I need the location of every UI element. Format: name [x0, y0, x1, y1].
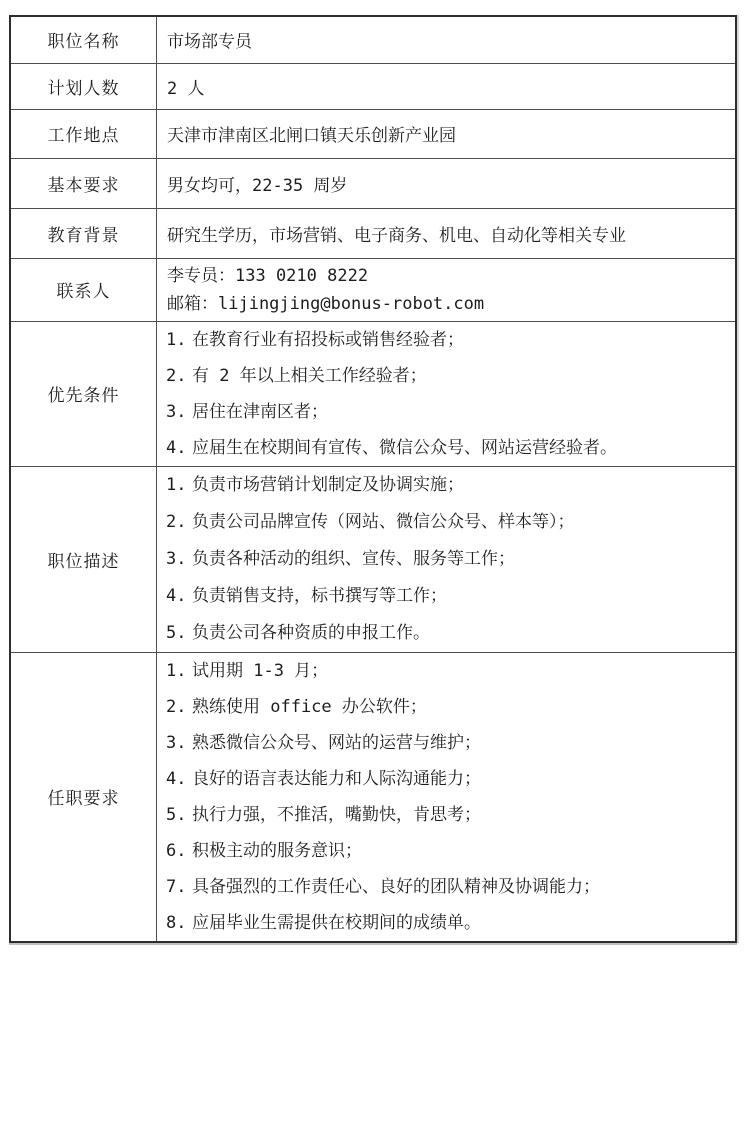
- list-item: [157, 578, 735, 615]
- list-item-text: 积极主动的服务意识；: [192, 840, 362, 861]
- field-value: 2 人: [157, 63, 737, 109]
- list-item-text: 在教育行业有招投标或销售经验者；: [192, 329, 464, 350]
- field-value: 市场部专员: [157, 16, 737, 63]
- field-label: 联系人: [10, 258, 157, 321]
- list-item-number: 1.: [166, 474, 187, 495]
- table-row: [10, 208, 736, 258]
- list-item: [157, 467, 735, 504]
- list-item-number: 2.: [166, 511, 187, 532]
- field-label: 计划人数: [10, 63, 157, 109]
- table-row: [10, 16, 736, 63]
- numbered-list: [157, 466, 737, 652]
- list-item: [157, 905, 735, 941]
- table-row: [10, 652, 736, 942]
- table-row: [10, 158, 736, 208]
- list-item: [157, 394, 735, 430]
- list-item-text: 熟悉微信公众号、网站的运营与维护；: [192, 732, 481, 753]
- table-row: [10, 321, 736, 466]
- list-item-number: 6.: [166, 840, 187, 861]
- list-item-number: 2.: [166, 696, 187, 717]
- list-item-number: 1.: [166, 329, 187, 350]
- list-item-number: 4.: [166, 768, 187, 789]
- list-item-text: 负责公司品牌宣传（网站、微信公众号、样本等）；: [192, 511, 575, 532]
- list-item-number: 5.: [166, 804, 187, 825]
- contact-line: 邮箱：lijingjing@bonus-robot.com: [167, 293, 485, 314]
- list-item-number: 1.: [166, 660, 187, 681]
- list-item-number: 5.: [166, 622, 187, 643]
- list-item-text: 应届毕业生需提供在校期间的成绩单。: [192, 912, 481, 933]
- list-item-number: 4.: [166, 437, 187, 458]
- list-item-text: 负责各种活动的组织、宣传、服务等工作；: [192, 548, 515, 569]
- table-row: [10, 63, 736, 109]
- field-label: 工作地点: [10, 109, 157, 158]
- field-label: 优先条件: [10, 321, 157, 466]
- list-item-number: 2.: [166, 365, 187, 386]
- list-item: [157, 358, 735, 394]
- list-item-text: 应届生在校期间有宣传、微信公众号、网站运营经验者。: [192, 437, 617, 458]
- field-label: 基本要求: [10, 158, 157, 208]
- numbered-list: [157, 321, 737, 466]
- field-label: 教育背景: [10, 208, 157, 258]
- list-item: [157, 689, 735, 725]
- list-item-text: 负责市场营销计划制定及协调实施；: [192, 474, 464, 495]
- field-label: 职位名称: [10, 16, 157, 63]
- job-posting-table-body: [10, 16, 736, 942]
- contact-line: 李专员：133 0210 8222: [167, 265, 369, 286]
- list-item: [157, 430, 735, 466]
- list-item-number: 3.: [166, 732, 187, 753]
- list-item-number: 8.: [166, 912, 187, 933]
- job-posting-table: [9, 15, 737, 943]
- table-row: [10, 109, 736, 158]
- list-item: [157, 869, 735, 905]
- list-item: [157, 504, 735, 541]
- list-item-number: 4.: [166, 585, 187, 606]
- table-row: [10, 258, 736, 321]
- list-item-text: 执行力强，不推活，嘴勤快，肯思考；: [192, 804, 481, 825]
- list-item: [157, 761, 735, 797]
- table-row: [10, 466, 736, 652]
- list-item-text: 良好的语言表达能力和人际沟通能力；: [192, 768, 481, 789]
- list-item: [157, 541, 735, 578]
- field-value: 天津市津南区北闸口镇天乐创新产业园: [157, 109, 737, 158]
- list-item: [157, 322, 735, 358]
- field-label: 职位描述: [10, 466, 157, 652]
- list-item-text: 居住在津南区者；: [192, 401, 328, 422]
- list-item-text: 熟练使用 office 办公软件；: [192, 696, 427, 717]
- list-item: [157, 615, 735, 652]
- field-value: 研究生学历，市场营销、电子商务、机电、自动化等相关专业: [157, 208, 737, 258]
- list-item: [157, 797, 735, 833]
- list-item-text: 有 2 年以上相关工作经验者；: [192, 365, 427, 386]
- list-item: [157, 653, 735, 689]
- field-value: 男女均可，22-35 周岁: [157, 158, 737, 208]
- list-item-text: 试用期 1-3 月；: [192, 660, 329, 681]
- list-item-number: 3.: [166, 401, 187, 422]
- field-label: 任职要求: [10, 652, 157, 942]
- list-item-text: 负责公司各种资质的申报工作。: [192, 622, 430, 643]
- list-item-number: 7.: [166, 876, 187, 897]
- list-item: [157, 725, 735, 761]
- numbered-list: [157, 652, 737, 942]
- list-item-text: 具备强烈的工作责任心、良好的团队精神及协调能力；: [192, 876, 600, 897]
- list-item-number: 3.: [166, 548, 187, 569]
- list-item-text: 负责销售支持，标书撰写等工作；: [192, 585, 447, 606]
- list-item: [157, 833, 735, 869]
- contact-info: [157, 258, 737, 321]
